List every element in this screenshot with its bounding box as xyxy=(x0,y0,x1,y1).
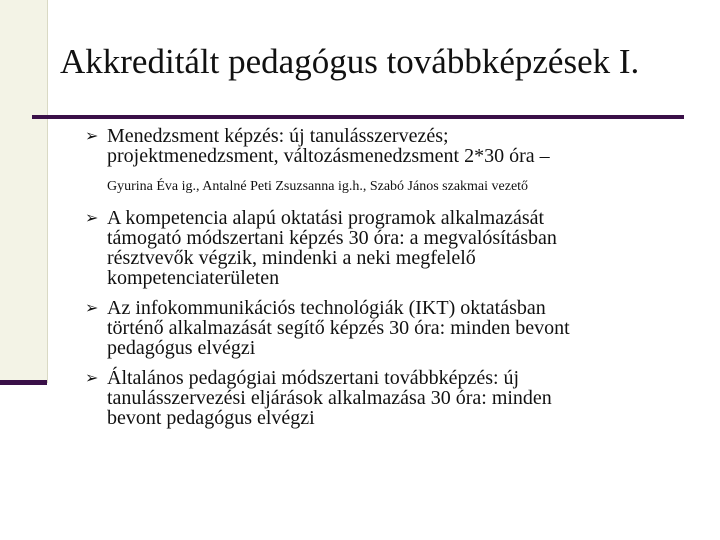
arrow-bullet-icon: ➢ xyxy=(85,368,99,387)
left-decorative-panel xyxy=(0,0,48,383)
bullet-line: kompetenciaterületen xyxy=(107,267,280,289)
bullet-line: résztvevők végzik, mindenki a neki megfelelő xyxy=(107,247,476,269)
bullet-line: Az infokommunikációs technológiák (IKT) oktatásban xyxy=(107,297,546,319)
bullet-line: A kompetencia alapú oktatási programok alkalmazását xyxy=(107,207,545,229)
bullet-line: projektmenedzsment, változásmenedzsment 2*30 óra – xyxy=(107,145,550,167)
bullet-item xyxy=(85,298,695,358)
bullet-line: tanulásszervezési eljárások alkalmazása 30 óra: minden xyxy=(107,387,552,409)
bullet-line: támogató módszertani képzés 30 óra: a megvalósításban xyxy=(107,227,557,249)
bullet-item xyxy=(85,208,695,288)
left-accent-bar xyxy=(0,380,47,385)
bullet-line: pedagógus elvégzi xyxy=(107,337,256,359)
bullet-line: történő alkalmazását segítő képzés 30 óra: minden bevont xyxy=(107,317,570,339)
bullet-line: Általános pedagógiai módszertani továbbképzés: új xyxy=(107,367,520,389)
bullet-note: Gyurina Éva ig., Antalné Peti Zsuzsanna ig.h., Szabó János szakmai vezető xyxy=(107,179,529,194)
bullet-line: Menedzsment képzés: új tanulásszervezés; xyxy=(107,125,449,147)
arrow-bullet-icon: ➢ xyxy=(85,298,99,317)
arrow-bullet-icon: ➢ xyxy=(85,126,99,145)
arrow-bullet-icon: ➢ xyxy=(85,208,99,227)
bullet-item xyxy=(85,368,695,428)
slide-title: Akkreditált pedagógus továbbképzések I. xyxy=(60,42,640,81)
title-divider xyxy=(32,115,684,119)
bullet-line: bevont pedagógus elvégzi xyxy=(107,407,315,429)
bullet-list xyxy=(85,126,695,438)
bullet-item xyxy=(85,126,695,196)
